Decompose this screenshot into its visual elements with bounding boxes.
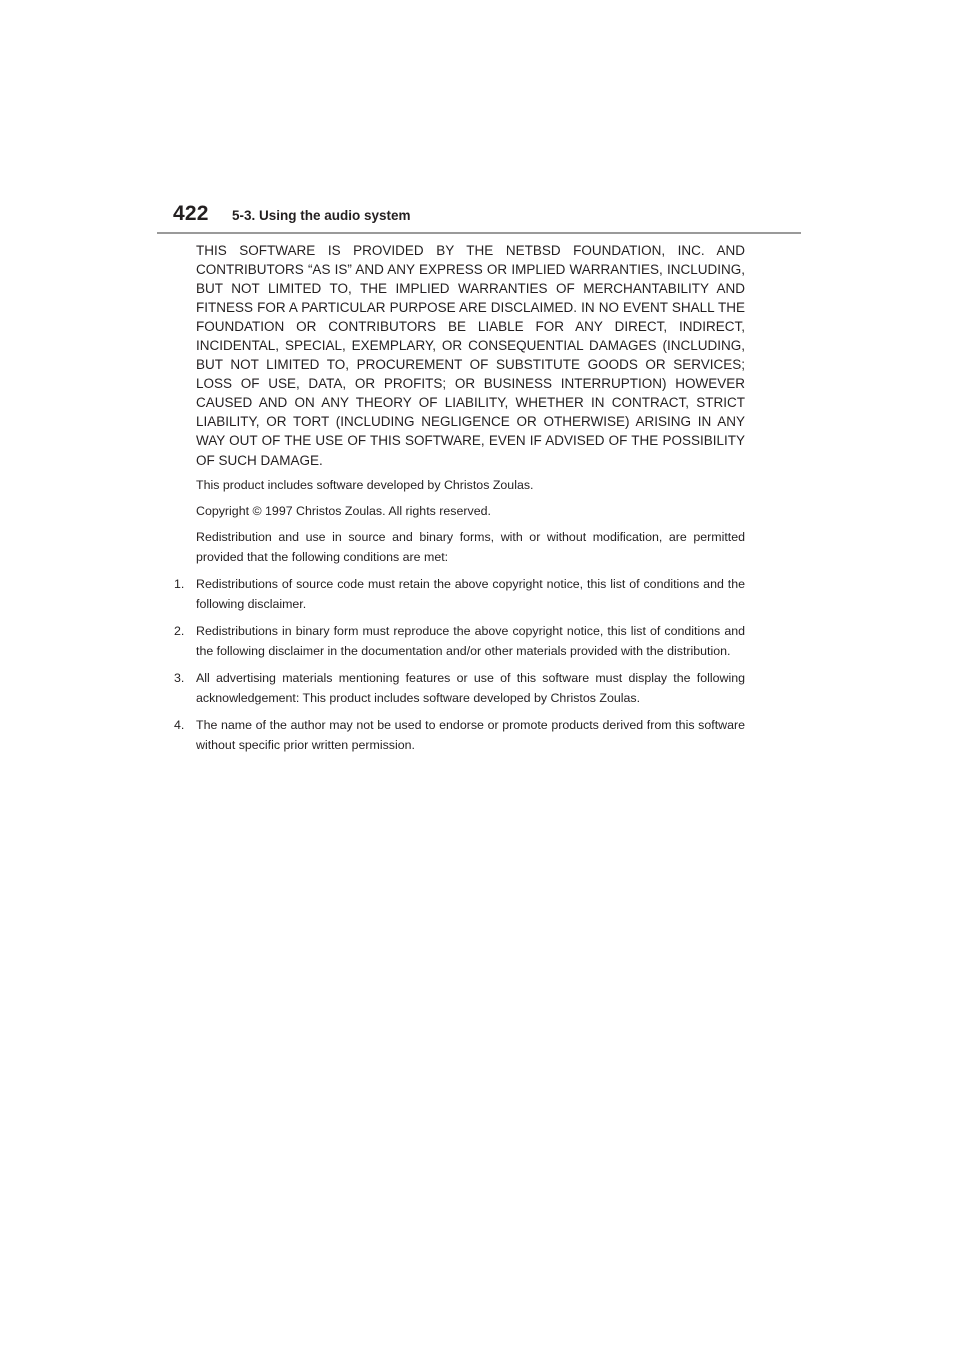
section-title: 5-3. Using the audio system (232, 208, 411, 223)
list-item (174, 668, 745, 708)
list-item-text: Redistributions in binary form must reproduce the above copyright notice, this list of conditions and the following disclaimer in the documentation and/or other materials provided with the distribution. (196, 623, 745, 658)
redistribution-intro: Redistribution and use in source and binary forms, with or without modification, are permitted provided that the following conditions are met: (196, 529, 745, 564)
list-item-number: 4. (174, 717, 185, 732)
list-item-text: Redistributions of source code must retain the above copyright notice, this list of conditions and the following disclaimer. (196, 576, 745, 611)
list-item-number: 3. (174, 670, 185, 685)
disclaimer-paragraph: THIS SOFTWARE IS PROVIDED BY THE NETBSD FOUNDATION, INC. AND CONTRIBUTORS “AS IS” AND ANY EXPRESS OR IMPLIED WARRANTIES, INCLUDING, BUT NOT LIMITED TO, THE IMPLIED WARRANTIES OF MERCHANTABILITY AND FITNESS FOR A PARTICULAR PURPOSE ARE DISCLAIMED. IN NO EVENT SHALL THE FOUNDATION OR CONTRIBUTORS BE LIABLE FOR ANY DIRECT, INDIRECT, INCIDENTAL, SPECIAL, EXEMPLARY, OR CONSEQUENTIAL DAMAGES (INCLUDING, BUT NOT LIMITED TO, PROCUREMENT OF SUBSTITUTE GOODS OR SERVICES; LOSS OF USE, DATA, OR PROFITS; OR BUSINESS INTERRUPTION) HOWEVER CAUSED AND ON ANY THEORY OF LIABILITY, WHETHER IN CONTRACT, STRICT LIABILITY, OR TORT (INCLUDING NEGLIGENCE OR OTHERWISE) ARISING IN ANY WAY OUT OF THE USE OF THIS SOFTWARE, EVEN IF ADVISED OF THE POSSIBILITY OF SUCH DAMAGE. (196, 243, 745, 468)
list-item-text: The name of the author may not be used to endorse or promote products derived from this software without specific prior written permission. (196, 717, 745, 752)
list-item (174, 621, 745, 661)
list-item-number: 2. (174, 623, 185, 638)
copyright-notice: Copyright © 1997 Christos Zoulas. All rights reserved. (196, 503, 491, 518)
list-item (174, 574, 745, 614)
list-item-number: 1. (174, 576, 185, 591)
list-item-text: All advertising materials mentioning features or use of this software must display the following acknowledgement: This product includes software developed by Christos Zoulas. (196, 670, 745, 705)
conditions-list (174, 574, 745, 755)
list-item (174, 715, 745, 755)
header-divider (157, 232, 801, 234)
page-content (174, 241, 745, 755)
page-header (173, 202, 801, 236)
page-number: 422 (173, 202, 209, 225)
product-note: This product includes software developed by Christos Zoulas. (196, 477, 534, 492)
